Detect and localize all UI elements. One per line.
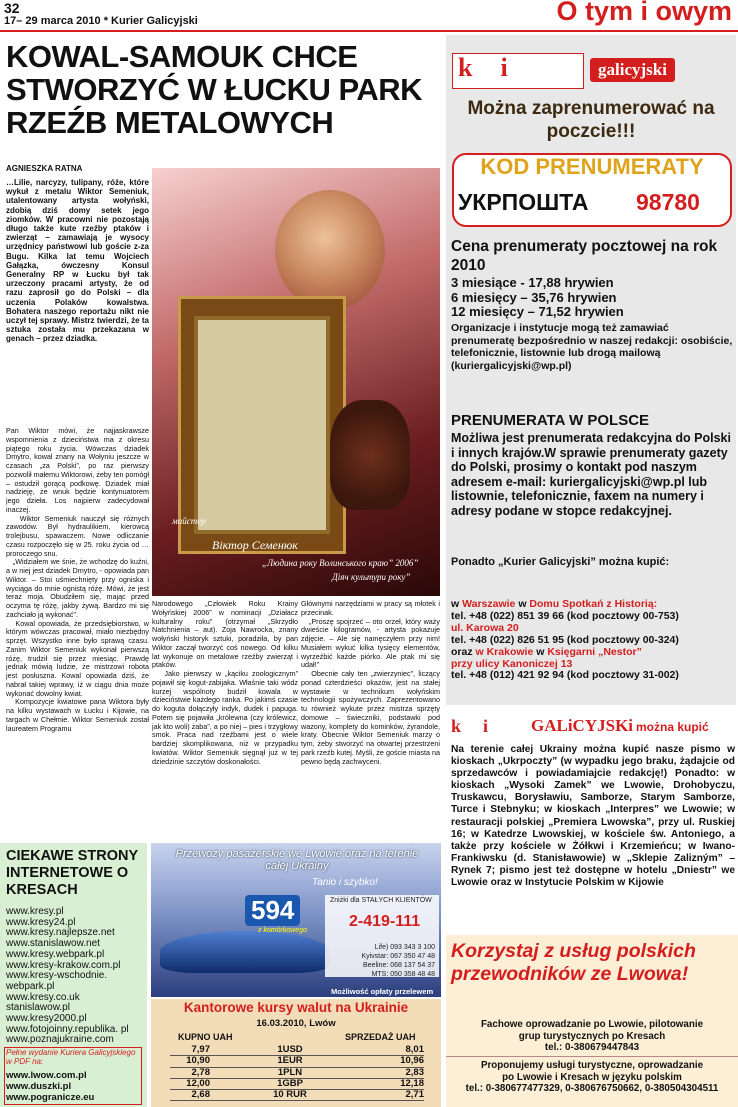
guides-phone: tel.: 0-380677477329, 0-380676750662, 0-380504304511 (465, 1083, 719, 1094)
guides-line: Proponujemy usługi turystyczne, oprowadzanie (480, 1060, 704, 1071)
photo-caption-4: Діяч культури року” (332, 572, 411, 582)
header-rule (0, 30, 738, 32)
operator-phone: MTS: 050 358 48 48 (371, 971, 435, 978)
sell-rate: 2,83 (370, 1067, 424, 1078)
table-row (170, 1056, 424, 1067)
org-note: Organizacje i instytucje mogą też zamawiać prenumeratę bezpośrednio w naszej redakcji: osobiście, telefonicznie, listownie lub drogą mailową (kuriergalicyjski@wp.pl) (451, 322, 733, 372)
price-list (451, 276, 733, 320)
link-item[interactable]: www.fotojoinny.republika. pl (6, 1023, 129, 1035)
link-item[interactable]: stanislawow.pl (6, 1002, 70, 1014)
operator-phone: Beeline: 068 137 54 37 (362, 962, 435, 969)
article-column-2: Narodowego „Człowiek Roku Krainy Wołyńskiej 2006” w nominacji „Działacz kulturalny roku” (otrzymał „Skrzydło Natchnienia – aut). Zoja Nawrocka, znany wołyński historyk sztuki, poradziła, by pan Wiktor zaczął tworzyć coś nowego. Od kilku lat wykonuje on metalowe rzeźby zwierząt i ptaków. Jako pierwszy w „kąciku zoologicznym” pojawił się kogut-zabijaka. Właśnie taki wódz kurzej wspólnoty budził kowala w dzieciństwie każdego ranka. Po jakimś czasie do koguta dołączyły indyk, dudek i papuga. Potem się pojawiła „królewna (czy królewicz, jak kto woli) żaba”, a po niej – pies i trzygłowy smok. Praca nad rzeźbami jest o wiele bardziej skomplikowana, niż w przypadku kwiatów. Wiktor Semeniuk sięgnął już w tej dziedzinie szczytów doskonałości. (152, 599, 298, 766)
price-item: 3 miesiące - 17,88 hrywien (451, 275, 614, 290)
pdf-links (6, 1070, 94, 1103)
guides-block-2 (446, 1060, 738, 1095)
exchange-sell-header: SPRZEDAŻ UAH (345, 1032, 416, 1042)
galicyjski-logo: galicyjski (590, 58, 675, 82)
address-line: tel. +48 (022) 826 51 95 (kod pocztowy 00-324) (451, 633, 679, 646)
address-line: przy ulicy Kanoniczej 13 (451, 657, 573, 670)
buy-rate: 10,90 (170, 1056, 210, 1067)
poland-text: Możliwa jest prenumerata redakcyjna do Polski i innych krajów.W sprawie prenumeraty gazety do Polski, prosimy o kontakt pod naszym adresem e-mail: kuriergalicyjski@wp.pl lub listownie, telefonicznie, faxem na numery i adresy podane w stopce redakcyjnej. (451, 431, 731, 518)
link-item[interactable]: www.kresy-krakow.com.pl (6, 959, 121, 971)
link-item[interactable]: www.kresy24.pl (6, 916, 76, 928)
buy-rate: 12,00 (170, 1078, 210, 1089)
photo-caption-2: Віктор Семенюк (212, 538, 298, 552)
price-title: Cena prenumeraty pocztowej na rok 2010 (451, 238, 718, 274)
currency: 10 RUR (210, 1090, 370, 1101)
buy-rate: 2,68 (170, 1090, 210, 1101)
poland-title: PRENUMERATA W POLSCE (451, 412, 650, 429)
link-item[interactable]: www.kresy.webpark.pl (6, 948, 105, 960)
section-title: O tym i owym (556, 0, 732, 26)
photo-caption-3: „Людина року Волинського краю” 2006” (262, 558, 419, 568)
link-item[interactable]: www.poznajukraine.com (6, 1034, 114, 1046)
pdf-link[interactable]: www.duszki.pl (6, 1081, 72, 1092)
guides-divider (446, 1056, 738, 1057)
ponadto-note: Ponadto „Kurier Galicyjski” można kupić: (451, 556, 670, 568)
operator-phone: Kyivstar: 067 350 47 48 (361, 953, 435, 960)
kiosk-logo-g: GALiCYJSKi (531, 716, 634, 735)
price-item: 6 miesięcy – 35,76 hrywien (451, 289, 617, 305)
currency: 1PLN (210, 1067, 370, 1078)
link-item[interactable]: www.kresy.co.uk (6, 991, 80, 1003)
car-image (160, 931, 330, 973)
ad-payment: Możliwość opłaty przelewem (331, 987, 434, 996)
kiosk-tag: można kupić (636, 720, 709, 734)
buy-rate: 7,97 (170, 1045, 210, 1056)
photo-portrait (275, 190, 385, 310)
pdf-link[interactable]: www.lwow.com.pl (6, 1070, 87, 1081)
links-title: CIEKAWE STRONY INTERNETOWE O KRESACH (6, 848, 138, 898)
table-row (170, 1078, 424, 1089)
ad-short-number-sub: z komórkowego (258, 927, 308, 934)
table-row (170, 1067, 424, 1078)
guides-title: Korzystaj z usług polskich przewodników ze Lwowa! (451, 940, 696, 985)
address-list (451, 599, 736, 682)
subscription-subtitle: Można zaprenumerować na poczcie!!! (467, 98, 715, 142)
operator-phone: Life) 093 343 3 100 (374, 944, 435, 951)
article-lead: …Lilie, narcyzy, tulipany, róże, które wykuł z metalu Wiktor Semeniuk, utalentowany artysta wołyński, zdobią dziś domy setek jego ziomków. W pracowni nie pozostają długo także kute rzeźby ptaków i zwierząt – zamawiają je wysocy urzędnicy państwowi lub goście z-za Bugu. Kilka lat temu Wojciech Gałązka, ówczesny Konsul Generalny RP w Łucku był tak urzeczony pracami artysty, że od razu zaprosił go do Polski – dla uczenia Polaków kowalstwa. Bohatera naszego reportażu nikt nie uczył tej sprawy. Mistrz twierdzi, że ta sztuka została mu przekazana w genach – przez dziadka. (6, 178, 152, 344)
link-item[interactable]: www.stanislawow.net (6, 938, 100, 950)
links-list (6, 907, 146, 1046)
ad-phone: 2-419-111 (349, 913, 421, 930)
article-title: KOWAL-SAMOUK CHCE STWORZYĆ W ŁUCKU PARK RZEŹB METALOWYCH (6, 39, 422, 140)
guides-block-1 (446, 1019, 738, 1054)
link-item[interactable]: www.kresy2000.pl (6, 1013, 87, 1025)
buy-rate: 2,78 (170, 1067, 210, 1078)
pdf-note: Pełne wydanie Kuriera Galicyjskiego w PDF na: (6, 1048, 136, 1066)
article-column-1: Pan Wiktor mówi, że najjaskrawsze wspomnienia z dzieciństwa ma z okresu piątego roku życia. Wówczas dziadek Dmytro, kowal znany na Wołyniu jeszcze w czasach „za Polski”, po raz pierwszy pozwolił małemu Wiktorowi, żeby ten pomógł – ostudził gorącą podkowę. Dziadek miał nadzieję, że wnuk będzie kontynuatorem jego dzieła. Los najpierw zadecydował inaczej. Wiktor Semeniuk nauczył się różnych zawodów. Był hydraulikiem, kierowcą trolejbusu, spawaczem. Nowe odliczanie czasu rozpoczęło się w 25. roku życia od … proroczego snu. „Widziałem we śnie, że wchodzę do kuźni, a w niej jest dziadek Dmytro, - opowiada pan Wiktor. – Stoi uśmiechnięty przy ogniska i wyciąga do mnie ognistą różę. Mówi, że jest teraz moja. Obudziłem się, mając przed oczyma tę różę, jakby żywą. Bardzo mi się zachciało ją wykonać”. Kowal opowiada, że przedsiębiorstwo, w którym wówczas pracował, miało niezbędny sprzęt. Wszystko inne było sprawą czasu. Zanim Wiktor Semeniuk wykonał pierwszą różę, trudził się przez miesiąc. Prawdę jednak mówią ludzie, że mistrzowi robota jest posłuszna. Kowal opowiada dziś, że nabrał takiej wprawy, iż w ciągu dnia może wykonać dowolny kwiat. Kompozycje kwiatowe pana Wiktora były na kilku wystawach w Łucku i Kijowie, na targach w Chełmie. Wiktor Semeniuk został laureatem Programu (6, 426, 150, 733)
sell-rate: 10,96 (370, 1056, 424, 1067)
exchange-table (170, 1045, 424, 1101)
table-row (170, 1090, 424, 1101)
exchange-buy-header: KUPNO UAH (178, 1032, 233, 1042)
exchange-title: Kantorowe kursy walut na Ukrainie (183, 1000, 409, 1015)
photo-diploma (194, 316, 330, 534)
photo-sculpture (330, 400, 410, 510)
currency: 1GBP (210, 1078, 370, 1089)
link-item[interactable]: www.kresy.pl (6, 906, 64, 917)
kiosk-logo-k: ki (451, 716, 511, 736)
kod-post: УКРПОШТА (458, 189, 589, 215)
exchange-date: 16.03.2010, Lwów (256, 1018, 336, 1029)
currency: 1EUR (210, 1056, 370, 1067)
address-line: tel. +48 (022) 851 39 66 (kod pocztowy 00-753) (451, 609, 679, 622)
ad-discount: Zniżki dla STAŁYCH KLIENTÓW (330, 897, 432, 904)
kurier-logo: ki (458, 53, 536, 82)
link-item[interactable]: www.kresy.najlepsze.net (6, 927, 115, 939)
ad-slogan: Tanio i szybko! (312, 877, 378, 888)
photo-caption-1: майстер (172, 516, 206, 526)
kiosk-text: Na terenie całej Ukrainy można kupić nasze pismo w kioskach „Ukrpoczty” (w wypadku jego braku, żądajcie od sprzedawców i powiadamiajcie redakcję!) Ponadto: w kioskach „Wysoki Zamek” we Lwowie, Drohobyczu, Truskawcu, Borysławiu, Samborze, Starym Samborze, Turce i Stebnyku; w kioskach „Interpres” we Lwowie; w restauracji polskiej „Premiera Lwowska”, przy ul. Ruskiej 16; w Katedrze Lwowskiej, w kościele św. Antoniego, a także przy kościele w Żółkwi i Krzemieńcu; w Iwano-Frankiwsku (d. Stanisławowie) w „Sklepie Zalizným” – Rynek 7; pismo jest też dostępne w hotelu „Dniestr” we Lwowie oraz w Instytucie Polskim w Kijowie (451, 744, 735, 889)
page-number: 32 (4, 0, 20, 16)
sell-rate: 12,18 (370, 1078, 424, 1089)
guides-phone: tel.: 0-380679447843 (544, 1042, 640, 1053)
ad-short-number: 594 (245, 895, 300, 926)
currency: 1USD (210, 1045, 370, 1056)
address-line: ul. Karowa 20 (451, 621, 519, 634)
kod-label: KOD PRENUMERATY (480, 154, 704, 179)
sell-rate: 8,01 (370, 1045, 424, 1056)
article-column-3: Głównymi narzędziami w pracy są młotek i przecinak. „Proszę spojrzeć – oto orzeł, który waży dwieście kilogramów, - artysta pokazuje zdjęcie. – Ale się namęczyłem przy nim! Musiałem wykuć kilka tysięcy elementów, wyrzeźbić każde piórko. Ale ptak mi się udał!” Obecnie cały ten „zwierzyniec”, liczący ponad czterdzieści okazów, jest na stałej wystawie w technikum wołyńskim technologii spożywczych. Zaprezentowano tu również wykute przez mistrza sprzęty domowe – świeczniki, podstawki pod wazony, komplety do kominków, żyrandole, kraty. Obecnie Wiktor Semeniuk marzy o tym, żeby stworzyć na otwartej przestrzeni park rzeźb kutej. Myśli, że goście miasta na pewno będą zachwyceni. (301, 599, 440, 766)
kod-number: 98780 (636, 189, 700, 215)
address-line: w Warszawie w Domu Spotkań z Historią: (451, 598, 658, 610)
sell-rate: 2,71 (370, 1090, 424, 1101)
price-item: 12 miesięcy – 71,52 hrywien (451, 304, 624, 319)
guides-line: po Lwowie i Kresach w języku polskim (502, 1071, 682, 1083)
guides-line: grup turystycznych po Kresach (518, 1030, 666, 1042)
ad-title: Przewozy pasażerskie we Lwowie oraz na terenie całej Ukrainy (175, 848, 419, 872)
ad-operators (350, 943, 435, 979)
issue-date: 17– 29 marca 2010 * Kurier Galicyjski (4, 15, 198, 27)
guides-line: Fachowe oprowadzanie po Lwowie, pilotowanie (480, 1019, 704, 1030)
address-line: oraz w Krakowie w Księgarni „Nestor” (451, 645, 642, 658)
article-author: AGNIESZKA RATNA (6, 164, 83, 173)
address-line: tel. +48 (012) 421 92 94 (kod pocztowy 31-002) (451, 669, 679, 682)
pdf-link[interactable]: www.pogranicze.eu (6, 1092, 95, 1103)
table-row (170, 1045, 424, 1056)
link-item[interactable]: www.kresy-wschodnie. (6, 970, 108, 982)
link-item[interactable]: webpark.pl (6, 980, 55, 992)
